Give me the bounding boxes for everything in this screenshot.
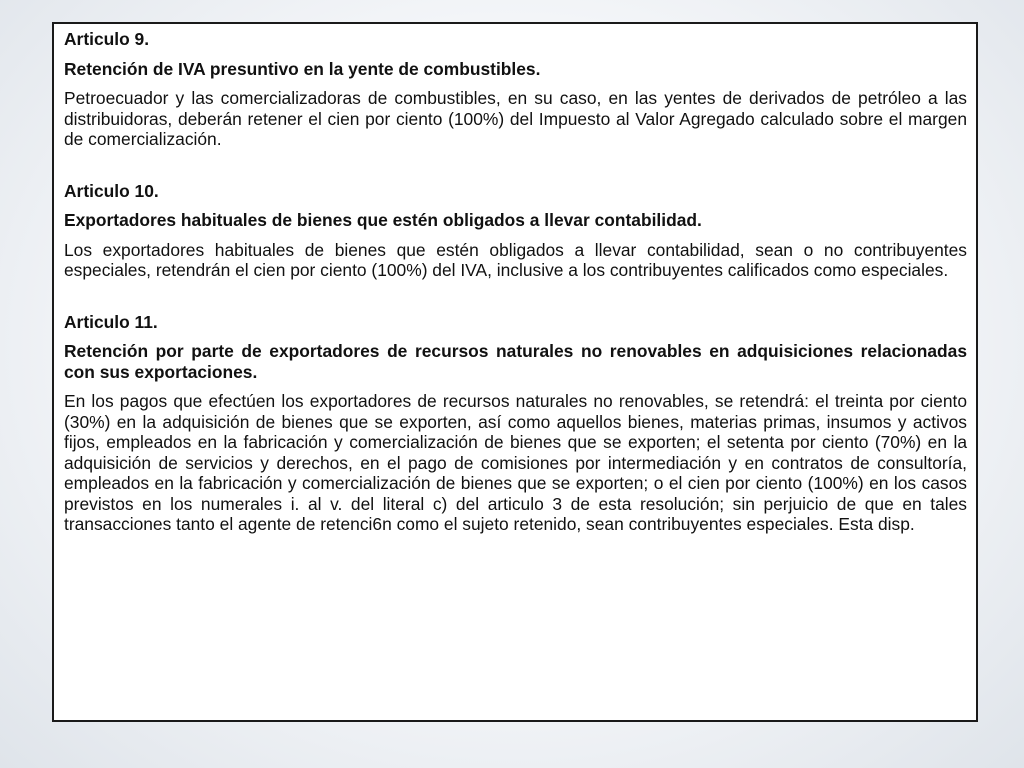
article-9-title: Articulo 9.: [64, 29, 150, 49]
article-10-subtitle: Exportadores habituales de bienes que estén obligados a llevar contabilidad.: [64, 210, 702, 230]
article-9-subtitle: Retención de IVA presuntivo en la yente de combustibles.: [64, 58, 541, 79]
article-10-title: Articulo 10.: [64, 180, 159, 201]
article-11-subtitle: Retención por parte de exportadores de recursos naturales no renovables en adquisiciones relacionadas con sus exportaciones.: [64, 341, 967, 382]
article-10-body: Los exportadores habituales de bienes que estén obligados a llevar contabilidad, sean o no contribuyentes especiales, retendrán el cien por ciento (100%) del IVA, inclusive a los contribuyentes calificados como especiales.: [64, 239, 967, 280]
document-frame: [52, 22, 978, 722]
article-11-title: Articulo 11.: [64, 311, 158, 332]
article-11-body: En los pagos que efectúen los exportadores de recursos naturales no renovables, se retendrá: el treinta por ciento (30%) en la adquisición de bienes que se exporten, así como aquellos bienes, materias primas, insumos y activos fijos, empleados en la fabricación y comercialización de bienes que se exporten; el setenta por ciento (70%) en la adquisición de servicios y derechos, en el pago de comisiones por intermediación y en contratos de consultoría, empleados en la fabricación y comercialización de bienes que se exporten; o el cien por ciento (100%) en los casos previstos en los numerales i. al v. del literal c) del articulo 3 de esta resolución; sin perjuicio de que en tales transacciones tanto el agente de retenci6n como el sujeto retenido, sean contribuyentes especiales. Esta disp.: [64, 391, 967, 534]
article-9-body: Petroecuador y las comercializadoras de combustibles, en su caso, en las yentes de derivados de petróleo a las distribuidoras, deberán retener el cien por ciento (100%) del Impuesto al Valor Agregado calculado sobre el margen de comercialización.: [64, 88, 967, 149]
